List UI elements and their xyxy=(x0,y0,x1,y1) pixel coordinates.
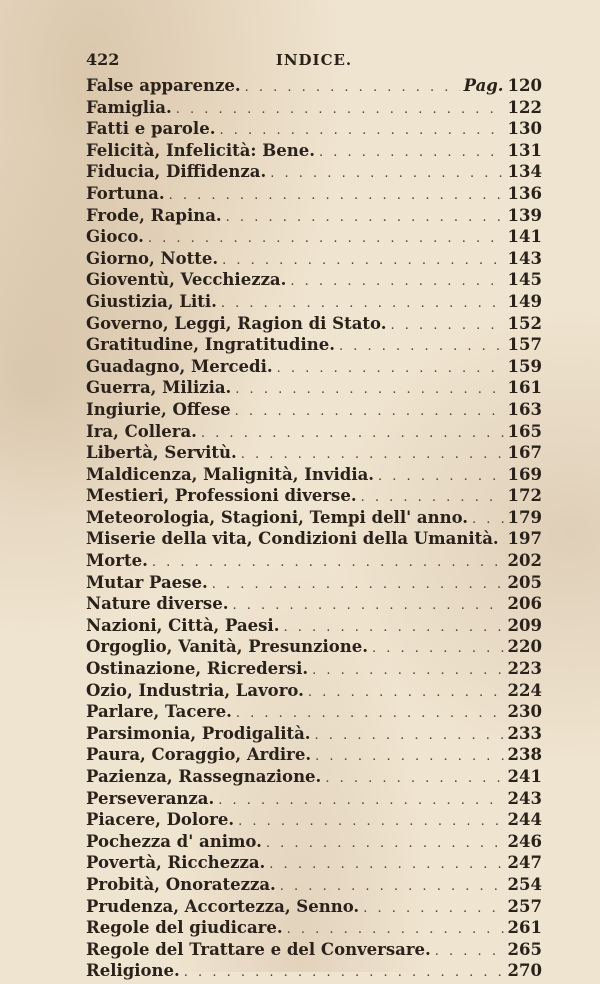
dot-leader xyxy=(290,271,503,293)
entry-label: Nature diverse. xyxy=(86,594,229,614)
entry-page-number: 141 xyxy=(507,227,542,247)
entry-page-number: 197 xyxy=(507,529,542,549)
entry-label: Mestieri, Professioni diverse. xyxy=(86,486,357,506)
entry-page-number: 134 xyxy=(507,162,542,182)
entry-page-number: 270 xyxy=(507,961,542,981)
dot-leader xyxy=(435,941,504,963)
index-entry xyxy=(86,75,542,97)
entry-label: Fiducia, Diffidenza. xyxy=(86,162,267,182)
entry-page-number: 261 xyxy=(507,918,542,938)
entry-label: Morte. xyxy=(86,551,148,571)
dot-leader xyxy=(277,358,504,380)
index-entry xyxy=(86,399,542,421)
index-entry xyxy=(86,183,542,205)
entry-page-number: 169 xyxy=(507,464,542,484)
entry-label: Ostinazione, Ricredersi. xyxy=(86,659,309,679)
entry-page-number: 230 xyxy=(507,702,542,722)
entry-page-number: 223 xyxy=(507,659,542,679)
entry-page-number: 143 xyxy=(507,248,542,268)
entry-label: Regole del giudicare. xyxy=(86,918,283,938)
index-entry xyxy=(86,809,542,831)
entry-label: Gratitudine, Ingratitudine. xyxy=(86,335,335,355)
index-entry xyxy=(86,464,542,486)
entry-label: Gioco. xyxy=(86,227,144,247)
entry-label: Povertà, Ricchezza. xyxy=(86,853,266,873)
entry-label: Parlare, Tacere. xyxy=(86,702,232,722)
entry-label: Pazienza, Rassegnazione. xyxy=(86,767,322,786)
index-entry xyxy=(86,572,542,594)
entry-page-number: 152 xyxy=(507,313,542,333)
entry-label: Mutar Paese. xyxy=(86,572,208,592)
index-entry xyxy=(86,334,542,356)
dot-leader xyxy=(148,228,504,250)
entry-page-number: 254 xyxy=(507,874,542,894)
entry-page-number: 238 xyxy=(507,745,542,765)
entry-label: Piacere, Dolore. xyxy=(86,810,235,830)
dot-leader xyxy=(315,746,503,768)
entry-page-number: 159 xyxy=(507,356,542,376)
index-entry xyxy=(86,939,542,961)
index-entry xyxy=(86,680,542,702)
index-entry xyxy=(86,615,542,637)
entry-label: Regole del Trattare e del Conversare. xyxy=(86,939,431,959)
dot-leader xyxy=(270,163,503,185)
dot-leader xyxy=(283,617,503,639)
entry-page-number: 122 xyxy=(507,97,542,117)
dot-leader xyxy=(152,552,504,574)
index-entry xyxy=(86,917,542,939)
index-entry xyxy=(86,766,542,788)
index-entry xyxy=(86,896,542,918)
dot-leader xyxy=(212,574,504,596)
index-entry xyxy=(86,701,542,723)
dot-leader xyxy=(236,703,504,725)
entry-page-number: 130 xyxy=(507,119,542,139)
entry-page-number: 172 xyxy=(507,486,542,506)
entry-page-number: 206 xyxy=(507,594,542,614)
entry-label: Guadagno, Mercedi. xyxy=(86,356,273,376)
dot-leader xyxy=(269,854,503,876)
dot-leader xyxy=(221,293,504,315)
dot-leader xyxy=(472,509,504,531)
page-number: 422 xyxy=(86,50,120,69)
entry-page-number: 163 xyxy=(507,399,542,419)
index-entry xyxy=(86,960,542,982)
index-entry xyxy=(86,356,542,378)
dot-leader xyxy=(308,682,504,704)
entry-label: Ira, Collera. xyxy=(86,421,197,441)
entry-page-number: 167 xyxy=(507,443,542,463)
index-entry xyxy=(86,377,542,399)
entry-page-number: 247 xyxy=(507,853,542,873)
index-entry xyxy=(86,313,542,335)
entry-page-number: 220 xyxy=(507,637,542,657)
entry-page-number: 202 xyxy=(507,551,542,571)
entry-label: Paura, Coraggio, Ardire. xyxy=(86,745,312,765)
entry-label: False apparenze. xyxy=(86,76,241,95)
dot-leader xyxy=(201,423,504,445)
dot-leader xyxy=(312,660,503,682)
dot-leader xyxy=(219,120,503,142)
dot-leader xyxy=(391,315,504,337)
entry-page-number: 241 xyxy=(507,767,542,786)
entry-page-number: 233 xyxy=(507,723,542,743)
entry-page-number: 257 xyxy=(507,896,542,916)
dot-leader xyxy=(319,142,504,164)
dot-leader xyxy=(222,250,503,272)
dot-leader xyxy=(315,725,504,747)
entry-page-number: 165 xyxy=(507,421,542,441)
dot-leader xyxy=(325,768,503,790)
index-entry xyxy=(86,226,542,248)
entry-label: Ozio, Industria, Lavoro. xyxy=(86,680,304,700)
index-entry xyxy=(86,205,542,227)
index-entry xyxy=(86,248,542,270)
entry-page-number: 224 xyxy=(507,680,542,700)
dot-leader xyxy=(226,207,504,229)
running-title: INDICE. xyxy=(275,51,353,69)
index-entry xyxy=(86,874,542,896)
entry-label: Miserie della vita, Condizioni della Umanità. xyxy=(86,529,499,549)
entry-page-number: 244 xyxy=(507,810,542,830)
index-entry xyxy=(86,831,542,853)
dot-leader xyxy=(378,466,504,488)
dot-leader xyxy=(235,401,504,423)
entry-page-number: 149 xyxy=(507,291,542,311)
index-entry xyxy=(86,852,542,874)
entry-label: Probità, Onoratezza. xyxy=(86,874,276,894)
entry-label: Giustizia, Liti. xyxy=(86,291,217,311)
entry-label: Nazioni, Città, Paesi. xyxy=(86,615,280,635)
dot-leader xyxy=(339,336,504,358)
index-entry xyxy=(86,788,542,810)
index-list xyxy=(86,75,542,982)
entry-page-number: 265 xyxy=(507,939,542,959)
entry-page-number: 161 xyxy=(507,378,542,398)
index-entry xyxy=(86,97,542,119)
index-entry xyxy=(86,485,542,507)
dot-leader xyxy=(287,919,504,941)
entry-page-number: 136 xyxy=(507,183,542,203)
dot-leader xyxy=(238,811,503,833)
index-entry xyxy=(86,744,542,766)
entry-label: Parsimonia, Prodigalità. xyxy=(86,723,311,743)
dot-leader xyxy=(363,898,503,920)
entry-page-number: 243 xyxy=(507,788,542,808)
entry-label: Ingiurie, Offese xyxy=(86,399,231,419)
entry-label: Prudenza, Accortezza, Senno. xyxy=(86,896,360,916)
entry-page-number: 131 xyxy=(507,140,542,160)
entry-page-number: 157 xyxy=(507,335,542,355)
entry-page-number: 209 xyxy=(507,615,542,635)
entry-label: Fatti e parole. xyxy=(86,119,216,139)
dot-leader xyxy=(266,833,504,855)
entry-label: Fortuna. xyxy=(86,183,165,203)
entry-page-number: 139 xyxy=(507,205,542,225)
entry-label: Religione. xyxy=(86,961,180,981)
dot-leader xyxy=(503,530,504,552)
entry-page-number: 179 xyxy=(507,507,542,527)
entry-label: Orgoglio, Vanità, Presunzione. xyxy=(86,637,368,657)
entry-page-number: 205 xyxy=(507,572,542,592)
entry-page-number: 246 xyxy=(507,831,542,851)
index-entry xyxy=(86,528,542,550)
entry-label: Giorno, Notte. xyxy=(86,248,219,268)
dot-leader xyxy=(241,444,504,466)
index-entry xyxy=(86,658,542,680)
entry-page-number: 120 xyxy=(507,76,542,95)
entry-label: Meteorologia, Stagioni, Tempi dell' anno. xyxy=(86,507,469,527)
entry-label: Governo, Leggi, Ragion di Stato. xyxy=(86,313,387,333)
index-entry xyxy=(86,507,542,529)
dot-leader xyxy=(361,487,504,509)
page-header xyxy=(86,50,542,72)
entry-label: Maldicenza, Malignità, Invidia. xyxy=(86,464,375,484)
index-entry xyxy=(86,421,542,443)
entry-label: Perseveranza. xyxy=(86,788,215,808)
dot-leader xyxy=(169,185,504,207)
entry-label: Libertà, Servitù. xyxy=(86,443,237,463)
index-entry xyxy=(86,636,542,658)
dot-leader xyxy=(280,876,504,898)
dot-leader xyxy=(218,790,503,812)
entry-page-number: 145 xyxy=(507,270,542,290)
index-entry xyxy=(86,550,542,572)
entry-label: Famiglia. xyxy=(86,97,172,117)
entry-label: Felicità, Infelicità: Bene. xyxy=(86,140,315,160)
dot-leader xyxy=(184,962,504,984)
dot-leader xyxy=(232,595,503,617)
index-entry xyxy=(86,291,542,313)
index-entry xyxy=(86,723,542,745)
dot-leader xyxy=(176,99,504,121)
entry-label: Pochezza d' animo. xyxy=(86,831,262,851)
dot-leader xyxy=(372,638,504,660)
page-prefix: Pag. xyxy=(463,76,504,95)
entry-label: Gioventù, Vecchiezza. xyxy=(86,270,287,290)
entry-label: Frode, Rapina. xyxy=(86,205,222,225)
dot-leader xyxy=(245,77,460,99)
index-entry xyxy=(86,140,542,162)
index-entry xyxy=(86,161,542,183)
index-entry xyxy=(86,269,542,291)
index-entry xyxy=(86,593,542,615)
dot-leader xyxy=(235,379,503,401)
index-entry xyxy=(86,442,542,464)
entry-label: Guerra, Milizia. xyxy=(86,378,232,398)
index-entry xyxy=(86,118,542,140)
